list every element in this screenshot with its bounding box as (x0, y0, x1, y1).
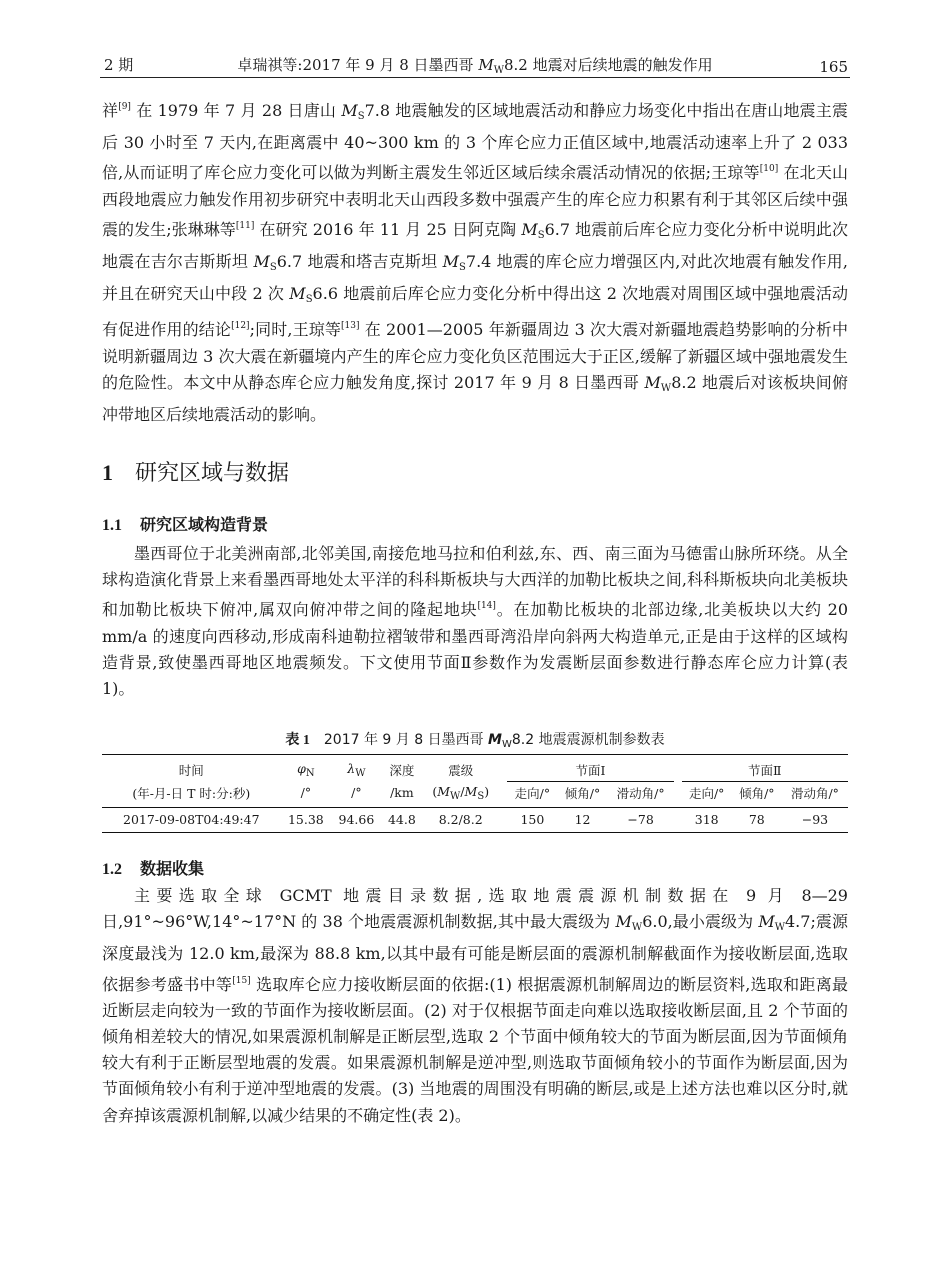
running-title-part: 卓瑞祺等:2017 年 9 月 8 日墨西哥 (237, 56, 479, 74)
text-segment: 6.0,最小震级为 (642, 912, 759, 932)
subsection-number: 1.1 (102, 517, 122, 534)
magnitude-subscript: S (269, 262, 277, 274)
subsection-title: 数据收集 (140, 859, 205, 878)
col-p1-rake: 滑动角/° (616, 786, 665, 801)
cell-depth: 44.8 (382, 808, 422, 833)
unit-part: W (450, 790, 461, 802)
cell-p1-rake: −78 (608, 808, 674, 833)
col-p1-strike: 走向/° (514, 786, 551, 801)
lat-subscript: N (305, 768, 315, 780)
magnitude-subscript: W (501, 739, 512, 750)
col-plane-2: 节面Ⅱ (682, 755, 848, 782)
text-segment: 6.6 地震前后库仑应力变化分析中得出这 2 次地震对周围区域中强地震活动有促进作用的结论 (102, 284, 848, 340)
citation: [12] (231, 321, 250, 332)
col-depth: 深度 (389, 763, 415, 779)
col-plane-1: 节面Ⅰ (507, 755, 673, 782)
text-segment: 4.7;震源深度最浅为 12.0 km,最深为 88.8 km,以其中最有可能是断层面的震源机制解截面作为接收断层面,选取依据参考盛书中等 (102, 912, 848, 994)
text-segment: 在北天山西段地震应力触发作用初步研究中表明北天山西段多数中强震产生的库仑应力积累有利于其邻区后续中强震的发生;张琳琳等 (102, 163, 848, 239)
cell-p2-strike: 318 (682, 808, 732, 833)
table-row (102, 808, 848, 833)
text-segment: 。在加勒比板块的北部边缘,北美板块以大约 20 mm/a 的速度向西移动,形成南科迪勒拉褶皱带和墨西哥湾沿岸向斜两大构造单元,正是由于这样的区域构造背景,致使墨西哥地区地震频发。下文使用节面Ⅱ参数作为发震断层面参数进行静态库仑应力计算(表 1)。 (102, 600, 848, 699)
citation: [13] (340, 321, 360, 332)
cell-time: 2017-09-08T04:49:47 (102, 808, 281, 833)
text-segment: 选取库仑应力接收断层面的依据:(1) 根据震源机制解周边的断层资料,选取和距离最近断层走向较为一致的节面作为接收断层面。(2) 对于仅根据节面走向难以选取接收断层面,且 2 个节面的倾角相差较大的情况,如果震源机制解是正断层型,选取 2 个节面中倾角较大的节面为断层面,因为节面倾角较大有利于正断层型地震的发震。如果震源机制解是逆冲型,则选取节面倾角较小的节面作为断层面,因为节面倾角较小有利于逆冲型地震的发震。(3) 当地震的周围没有明确的断层,或是上述方法也难以区分时,就舍弃掉该震源机制解,以减少结果的不确定性(表 2)。 (102, 974, 848, 1125)
magnitude-symbol: M (488, 732, 502, 748)
magnitude-symbol: M (644, 372, 661, 392)
col-depth-unit: /km (390, 785, 414, 801)
citation: [14] (477, 601, 496, 612)
cell-lat: 15.38 (281, 808, 332, 833)
cell-magnitude: 8.2/8.2 (422, 808, 499, 833)
col-lon-unit: /° (351, 785, 362, 801)
page-number: 165 (819, 58, 848, 76)
table-spacer (499, 782, 507, 808)
magnitude-symbol: M (615, 912, 632, 932)
running-title-part: M (478, 56, 494, 74)
col-lon (331, 755, 382, 782)
subsection-heading (102, 856, 204, 879)
citation: [15] (232, 975, 251, 986)
section-heading (102, 456, 289, 487)
table-spacer (674, 782, 682, 808)
table-header-row (102, 755, 848, 782)
subsection-number: 1.2 (102, 861, 122, 878)
unit-part: S (477, 790, 485, 802)
text-segment: ;同时,王琼等 (249, 320, 341, 340)
unit-part: M (464, 783, 478, 799)
text-segment: 在 1979 年 7 月 28 日唐山 (130, 101, 342, 120)
magnitude-subscript: S (459, 262, 466, 274)
magnitude-subscript: W (631, 922, 643, 934)
focal-mechanism-table-wrap (102, 754, 848, 833)
table-caption (102, 729, 848, 750)
focal-mechanism-table (102, 754, 848, 833)
col-time: 时间 (178, 763, 204, 779)
unit-part: ) (484, 783, 490, 799)
lon-subscript: W (355, 768, 366, 780)
col-p2-dip: 倾角/° (739, 786, 775, 801)
text-segment: 祥 (102, 101, 119, 120)
col-magnitude: 震级 (448, 763, 474, 779)
magnitude-subscript: W (774, 922, 785, 934)
text-segment: 在 2001—2005 年新疆周边 3 次大震对新疆地震趋势影响的分析中说明新疆周边 3 次大震在新疆境内产生的库仑应力变化负区范围远大于正区,缓解了新疆区域中强地震发生的危险性。本文中从静态库仑应力触发角度,探讨 2017 年 9 月 8 日墨西哥 (102, 320, 848, 392)
table-spacer (499, 755, 507, 782)
caption-text: 2017 年 9 月 8 日墨西哥 (323, 732, 489, 748)
magnitude-subscript: S (357, 111, 365, 122)
col-p2-strike: 走向/° (688, 786, 725, 801)
magnitude-subscript: W (660, 382, 672, 394)
lon-symbol: λ (347, 761, 356, 777)
issue-number: 2 期 (104, 56, 134, 74)
text-segment: 主要选取全球 GCMT 地震目录数据,选取地震震源机制数据在 9 月 8—29 日,91°~96°W,14°~17°N 的 38 个地震震源机制数据,其中最大震级为 (102, 886, 848, 932)
intro-paragraph (102, 94, 848, 428)
section-title: 研究区域与数据 (135, 461, 290, 486)
text-segment: 7.8 地震触发的区域地震活动和静应力场变化中指出在唐山地震主震后 30 小时至 7 天内,在距离震中 40~300 km 的 3 个库仑应力正值区域中,地震活动速率上升了 2 033 倍,从而证明了库仑应力变化可以做为判断主震发生邻近区域后续余震活动情况的依据;王琼等 (102, 101, 848, 183)
data-collection-block (102, 883, 848, 1129)
magnitude-symbol: M (341, 101, 358, 120)
cell-p2-rake: −93 (782, 808, 848, 833)
tectonic-background-block (102, 541, 848, 702)
cell-p1-strike: 150 (507, 808, 557, 833)
running-title (100, 54, 850, 76)
table-subheader-row (102, 782, 848, 808)
text-segment: 6.7 地震前后库仑应力变化分析中说明此次地震在吉尔吉斯斯坦 (102, 219, 848, 272)
subsection-title: 研究区域构造背景 (140, 515, 269, 534)
magnitude-symbol: M (521, 219, 538, 239)
cell-p1-dip: 12 (557, 808, 607, 833)
col-p1-dip: 倾角/° (564, 786, 601, 801)
unit-part: M (437, 783, 451, 799)
unit-part: ( (432, 783, 438, 799)
magnitude-symbol: M (253, 252, 270, 272)
table-spacer (674, 808, 682, 833)
cell-lon: 94.66 (331, 808, 382, 833)
citation: [10] (759, 164, 779, 175)
cell-p2-dip: 78 (732, 808, 782, 833)
unit-part: / (460, 783, 465, 799)
table-spacer (674, 755, 682, 782)
running-title-part: 8.2 地震对后续地震的触发作用 (503, 56, 713, 74)
data-collection-paragraph (102, 883, 848, 1129)
caption-text: 8.2 地震震源机制参数表 (511, 732, 665, 748)
section-number: 1 (102, 460, 113, 485)
magnitude-subscript: S (537, 229, 545, 241)
magnitude-symbol: M (758, 912, 775, 932)
text-segment: 7.4 地震的库仑应力增强区内,对此次地震有触发作用,并且在研究天山中段 2 次 (102, 252, 848, 304)
col-lat-unit: /° (300, 785, 312, 801)
text-segment: 8.2 地震后对该板块间俯冲带地区后续地震活动的影响。 (102, 372, 848, 425)
running-header (100, 48, 850, 78)
table-spacer (499, 808, 507, 833)
col-time-unit: (年-月-日 T 时:分:秒) (132, 785, 251, 801)
text-segment: 6.7 地震和塔吉克斯坦 (276, 252, 443, 272)
table-label: 表 1 (285, 733, 310, 748)
tectonic-paragraph (102, 541, 848, 702)
citation: [9] (118, 102, 131, 112)
running-title-part: W (493, 65, 504, 76)
text-segment: 墨西哥位于北美洲南部,北邻美国,南接危地马拉和伯利兹,东、西、南三面为马德雷山脉所环绕。从全球构造演化背景上来看墨西哥地处太平洋的科科斯板块与大西洋的加勒比板块之间,科科斯板块向北美板块和加勒比板块下俯冲,属双向俯冲带之间的隆起地块 (102, 544, 848, 620)
citation: [11] (235, 220, 255, 231)
intro-paragraph-block (102, 94, 848, 428)
magnitude-symbol: M (289, 284, 306, 304)
col-magnitude-unit (422, 782, 499, 808)
lat-symbol: φ (297, 761, 306, 777)
magnitude-symbol: M (442, 252, 460, 272)
magnitude-subscript: S (305, 294, 313, 306)
text-segment: 在研究 2016 年 11 月 25 日阿克陶 (254, 219, 522, 239)
col-lat (281, 755, 332, 782)
subsection-heading (102, 512, 268, 535)
col-p2-rake: 滑动角/° (790, 786, 839, 801)
